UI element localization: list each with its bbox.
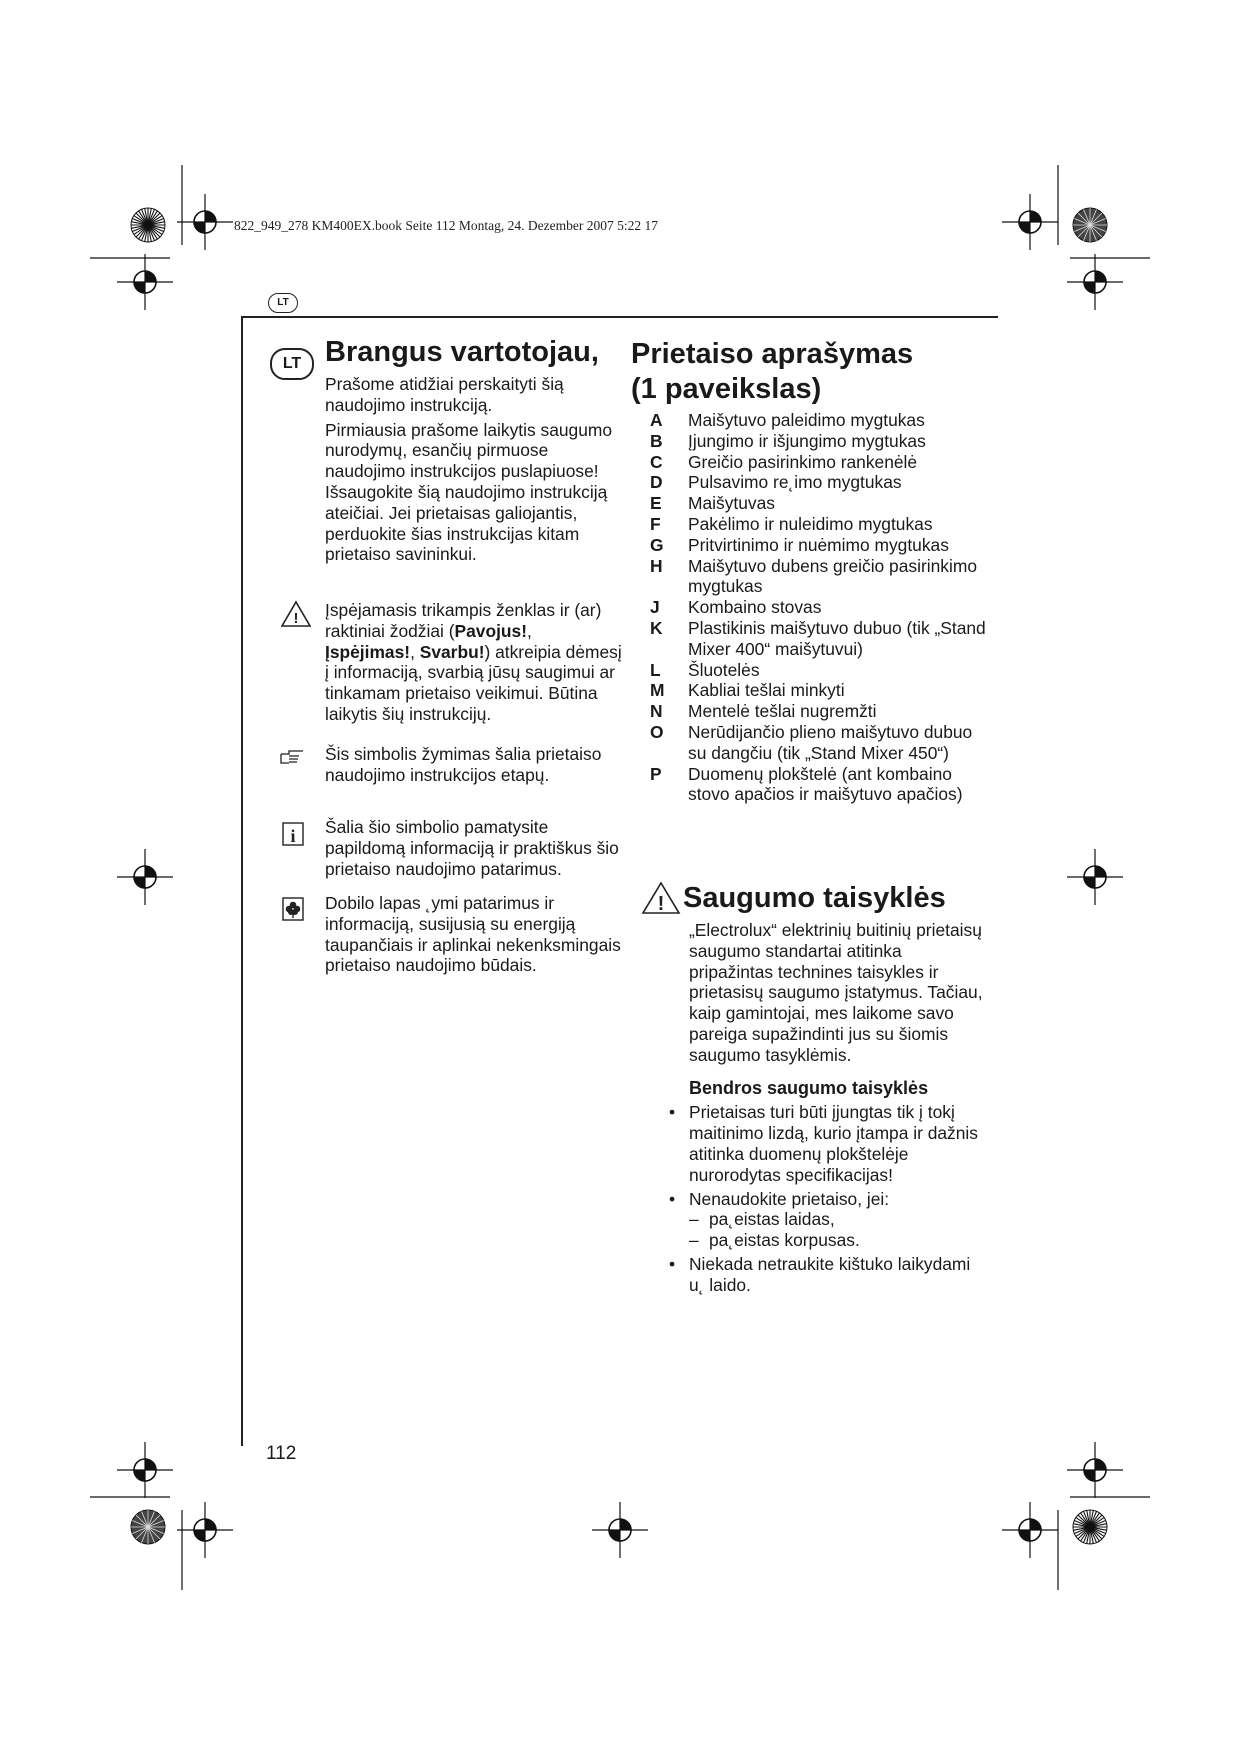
- legend-text: Pritvirtinimo ir nuėmimo mygtukas: [688, 534, 949, 555]
- warning-note: Įspėjamasis trikampis ženklas ir (ar) raktiniai žodžiai (Pavojus!, Įspėjimas!, Svarbu!) atkreipia dėmesį į informaciją, svarbią jūsų saugimui ar tinkamam prietaiso veikimui. Būtina laikytis šių instrukcijų.: [325, 600, 622, 724]
- sub-list-item: – pa˛eistas laidas,: [689, 1209, 835, 1230]
- print-header: 822_949_278 KM400EX.book Seite 112 Montag, 24. Dezember 2007 5:22 17: [234, 218, 658, 233]
- info-icon: [282, 822, 304, 846]
- parts-legend: [650, 410, 995, 805]
- legend-row: [650, 701, 995, 722]
- legend-row: [650, 764, 995, 806]
- sub-list-item: – pa˛eistas korpusas.: [689, 1230, 860, 1251]
- legend-key: F: [650, 513, 661, 534]
- legend-row: [650, 722, 995, 764]
- pointing-hand-icon: [279, 748, 305, 766]
- intro-section: [325, 335, 625, 569]
- legend-key: M: [650, 680, 665, 701]
- keyword-important: Svarbu!: [419, 641, 485, 662]
- bullet: •: [669, 1253, 676, 1274]
- legend-row: [650, 493, 995, 514]
- page-title: Brangus vartotojau,: [325, 336, 599, 368]
- top-rule: [241, 316, 998, 318]
- legend-text: Mentelė tešlai nugremžti: [688, 701, 877, 722]
- keyword-danger: Pavojus!: [454, 620, 527, 641]
- legend-key: H: [650, 555, 663, 576]
- list-item: • Nenaudokite prietaiso, jei:: [669, 1188, 890, 1209]
- description-title-line1: Prietaiso aprašymas: [631, 338, 914, 370]
- hand-note: Šis simbolis žymimas šalia prietaiso naudojimo instrukcijos etapų.: [325, 744, 602, 785]
- safety-section: [669, 920, 989, 1296]
- legend-row: [650, 452, 995, 473]
- intro-paragraph-2: Pirmiausia prašome laikytis saugumo nurodymų, esančių pirmuose naudojimo instrukcijos puslapiuose! Išsaugokite šią naudojimo instrukciją ateičiai. Jei prietaisas galiojantis, perduokite šias instrukcijas kitam prietaiso savininkui.: [325, 419, 613, 565]
- legend-key: P: [650, 763, 662, 784]
- legend-key: A: [650, 410, 663, 430]
- legend-text: Pulsavimo re˛imo mygtukas: [688, 472, 902, 493]
- intro-paragraph-1: Prašome atidžiai perskaityti šią naudojimo instrukciją.: [325, 374, 564, 415]
- legend-row: [650, 680, 995, 701]
- svg-text:!: !: [293, 610, 299, 627]
- language-badge-small: LT: [268, 293, 298, 313]
- list-item: • Prietaisas turi būti įjungtas tik į tokį maitinimo lizdą, kurio įtampa ir dažnis atitinka duomenų plokštelėje nurorodytas specifikacijas!: [669, 1102, 978, 1185]
- legend-key: J: [650, 597, 660, 618]
- list-item: • Niekada netraukite kištuko laikydami u˛ laido.: [669, 1253, 971, 1295]
- keyword-warning: Įspėjimas!: [325, 641, 411, 662]
- warning-triangle-icon: [280, 600, 312, 628]
- legend-row: [650, 472, 995, 493]
- svg-text:i: i: [290, 826, 296, 846]
- legend-row: [650, 535, 995, 556]
- legend-text: Nerūdijančio plieno maišytuvo dubuo su dangčiu (tik „Stand Mixer 450“): [688, 721, 973, 763]
- legend-text: Greičio pasirinkimo rankenėlė: [688, 451, 918, 472]
- legend-text: Kabliai tešlai minkyti: [688, 680, 845, 701]
- page-number: 112: [266, 1443, 297, 1464]
- bullet: •: [669, 1102, 676, 1123]
- legend-key: E: [650, 493, 662, 514]
- legend-text: Plastikinis maišytuvo dubuo (tik „Stand Mixer 400“ maišytuvui): [688, 617, 986, 659]
- legend-key: D: [650, 472, 663, 493]
- safety-title: Saugumo taisyklės: [683, 881, 946, 914]
- legend-key: O: [650, 721, 664, 742]
- general-rules-title: Bendros saugumo taisyklės: [689, 1077, 929, 1098]
- legend-row: [650, 514, 995, 535]
- legend-key: B: [650, 430, 663, 451]
- dash: –: [689, 1230, 699, 1251]
- legend-key: G: [650, 534, 664, 555]
- warning-triangle-icon: [640, 880, 682, 916]
- legend-row: [650, 556, 995, 598]
- legend-key: L: [650, 659, 661, 680]
- description-title-line2: (1 paveikslas): [631, 373, 822, 405]
- legend-row: [650, 410, 995, 431]
- legend-text: Pakėlimo ir nuleidimo mygtukas: [688, 513, 933, 534]
- legend-text: Maišytuvo paleidimo mygtukas: [688, 410, 925, 430]
- description-heading: [631, 337, 961, 407]
- legend-key: N: [650, 701, 663, 722]
- bullet: •: [669, 1188, 676, 1209]
- legend-text: Įjungimo ir išjungimo mygtukas: [688, 430, 926, 451]
- legend-row: [650, 597, 995, 618]
- legend-key: C: [650, 451, 663, 472]
- legend-key: K: [650, 617, 663, 638]
- legend-text: Maišytuvas: [688, 493, 775, 514]
- language-badge: LT: [270, 348, 314, 380]
- legend-row: [650, 618, 995, 660]
- info-note: Šalia šio simbolio pamatysite papildomą informaciją ir praktiškus šio prietaiso naudojimo patarimus.: [325, 817, 619, 879]
- clover-note: Dobilo lapas ˛ymi patarimus ir informaciją, susijusią su energiją taupančiais ir aplinkai nekenksmingais prietaiso naudojimo būdais.: [325, 893, 621, 976]
- legend-text: Maišytuvo dubens greičio pasirinkimo mygtukas: [688, 555, 978, 597]
- legend-row: [650, 660, 995, 681]
- safety-intro: „Electrolux“ elektrinių buitinių prietaisų saugumo standartai atitinka pripažintas technines taisykles ir prietasisų saugumo įstatymus. Tačiau, kaip gamintojai, mes laikome savo pareiga supažindinti jus su šiomis saugumo tasyklėmis.: [689, 920, 983, 1065]
- dash: –: [689, 1209, 699, 1230]
- left-rule: [241, 316, 243, 1446]
- safety-heading: [640, 880, 946, 916]
- legend-row: [650, 431, 995, 452]
- svg-text:!: !: [657, 893, 665, 915]
- legend-text: Duomenų plokštelė (ant kombaino stovo apačios ir maišytuvo apačios): [688, 763, 963, 805]
- clover-leaf-icon: [282, 897, 304, 921]
- legend-text: Kombaino stovas: [688, 597, 822, 618]
- legend-text: Šluotelės: [688, 659, 760, 680]
